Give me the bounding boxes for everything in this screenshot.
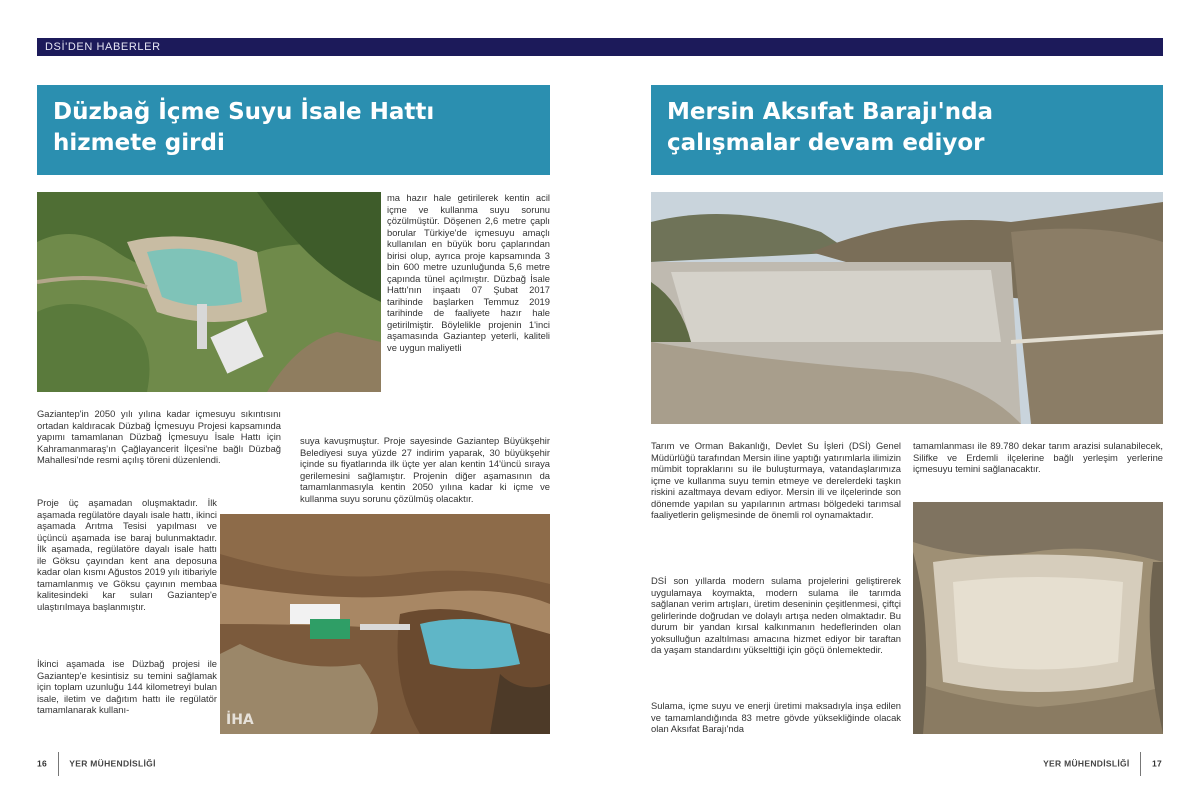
right-article-title-box (651, 85, 1163, 175)
left-col-phases (37, 497, 217, 657)
left-article-title-line2: hizmete girdi (53, 130, 225, 156)
right-para3-text: Sulama, içme suyu ve enerji üretimi maksadıyla inşa edilen ve tamamlandığında 83 metre gövde yüksekliğinde olacak olan Aksıfat Barajı'nda (651, 700, 901, 734)
right-photo-dam-aerial (913, 502, 1163, 734)
right-magazine-name: YER MÜHENDİSLİĞİ (1043, 758, 1130, 769)
left-intro-text: Gaziantep'in 2050 yılı yılına kadar içmesuyu sıkıntısını ortadan kaldıracak Düzbağ İçmesuyu Projesi kapsamında yapımı tamamlanan Düzbağ İçmesuyu İsale Hattı için Kahramanmaraş'ın Çağlayancerit İlçesi'ne bağlı Düzbağ Mahallesi'nde resmi açılış töreni düzenlendi. (37, 408, 281, 465)
right-col-para3 (651, 700, 901, 740)
section-label: DSİ'DEN HABERLER (45, 41, 161, 53)
right-page (600, 0, 1200, 785)
left-footer (37, 752, 156, 776)
left-photo-regulator-aerial (37, 192, 381, 392)
right-article-title-line2: çalışmalar devam ediyor (667, 130, 985, 156)
right-article-title-line1: Mersin Aksıfat Barajı'nda (667, 99, 994, 125)
left-footer-divider (58, 752, 59, 776)
left-phases-text: Proje üç aşamadan oluşmaktadır. İlk aşamada regülatöre dayalı isale hattı, ikinci aşamada Arıtma Tesisi yapılması ve üçüncü aşamada ise baraj bulunmaktadır. İlk aşamada, regülatöre dayalı isale hattı ile Göksu çayından kent ana deposuna kadar olan kısmı Ağustos 2019 yılı itibariyle tamamlanmış ve Göksu çayının membaa kalitesindeki kar suları Gaziantep'e ulaştırılmaya başlanmıştır. (37, 497, 217, 612)
right-col-para1 (651, 440, 901, 560)
photo-watermark: İHA (226, 712, 254, 728)
right-footer (1043, 752, 1162, 776)
left-col-right-top (387, 192, 550, 435)
right-footer-divider (1140, 752, 1141, 776)
left-right-mid-text: suya kavuşmuştur. Proje sayesinde Gaziantep Büyükşehir Belediyesi suya yüzde 27 indirim yaparak, 30 büyükşehir içinde su fiyatlarında ilk üçte yer alan kentin 14'üncü sıraya gerilemesini sağlamıştır. Projenin diğer aşamasının da tamamlanmasıyla kentin 2050 yılına kadar ki içme ve kullanma suyu sorunu çözülmüş olacaktır. (300, 435, 550, 504)
left-col-second-phase (37, 658, 217, 740)
left-magazine-name: YER MÜHENDİSLİĞİ (69, 758, 156, 769)
left-col-right-mid (300, 435, 550, 505)
right-para2-text: DSİ son yıllarda modern sulama projelerini geliştirerek uygulamaya koymakta, modern sulama ile tarımda sağlanan verim artışları, üretim deseninin çeşitlenmesi, çiftçi gelirlerinde doğrudan ve dolaylı artışa neden olmaktadır. Bu durum bir yandan kırsal kalkınmanın hedeflerinden olan yoksulluğun azaltılması amacına hizmet ediyor bir taraftan da yaşam standardını yükselttiği için göçü önlemektedir. (651, 575, 901, 655)
left-page-number: 16 (37, 758, 48, 769)
left-photo-facility-aerial (220, 514, 550, 734)
right-photo-dam-wide (651, 192, 1163, 424)
right-page-number: 17 (1151, 758, 1162, 769)
left-article-title-line1: Düzbağ İçme Suyu İsale Hattı (53, 99, 435, 125)
right-para4-text: tamamlanması ile 89.780 dekar tarım arazisi sulanabilecek, Silifke ve Erdemli ilçelerine bağlı yerleşim yerlerine içmesuyu temini sağlanacaktır. (913, 440, 1163, 474)
left-col-right-top-text: ma hazır hale getirilerek kentin acil içme ve kullanma suyu sorunu çözülmüştür. Döşenen 2,6 metre çaplı borular Türkiye'de içmesuyu amaçlı kullanılan en büyük boru çaplarından birisi olup, ayrıca proje kapsamında 3 bin 600 metre uzunluğunda 5,6 metre çapında tünel açılmıştır. Düzbağ İsale Hattı'nın inşaatı 07 Şubat 2017 tarihinde başlarken Temmuz 2019 tarihinde de faaliyete hazır hale getirilmiştir. Böylelikle projenin 1'inci aşamasında Gaziantep yeterli, kaliteli ve uygun maliyetli (387, 192, 550, 353)
left-second-phase-text: İkinci aşamada ise Düzbağ projesi ile Gaziantep'e kesintisiz su temini sağlamak için toplam uzunluğu 144 kilometreyi bulan isale, iletim ve dağıtım hattı ile regülatör tamamlanarak kullanı- (37, 658, 217, 715)
left-col-intro (37, 408, 281, 498)
right-col-para2 (651, 575, 901, 690)
right-para1-text: Tarım ve Orman Bakanlığı, Devlet Su İşleri (DSİ) Genel Müdürlüğü tarafından Mersin iline yaptığı yatırımlarla ilimizin mümbit topraklarını su ile buluşturmaya, vatandaşlarımıza içme ve kullanma suyu temin etmeye ve derelerdeki taşkın riskini azaltmaya devam ediyor. Mersin ili ve ilçelerinde son dönemde yapılan su yapılarının artması bölgedeki tarımsal faaliyetlerin gelişmesinde de önemli rol oynamaktadır. (651, 440, 901, 520)
right-col-para4 (913, 440, 1163, 490)
left-article-title-box (37, 85, 550, 175)
